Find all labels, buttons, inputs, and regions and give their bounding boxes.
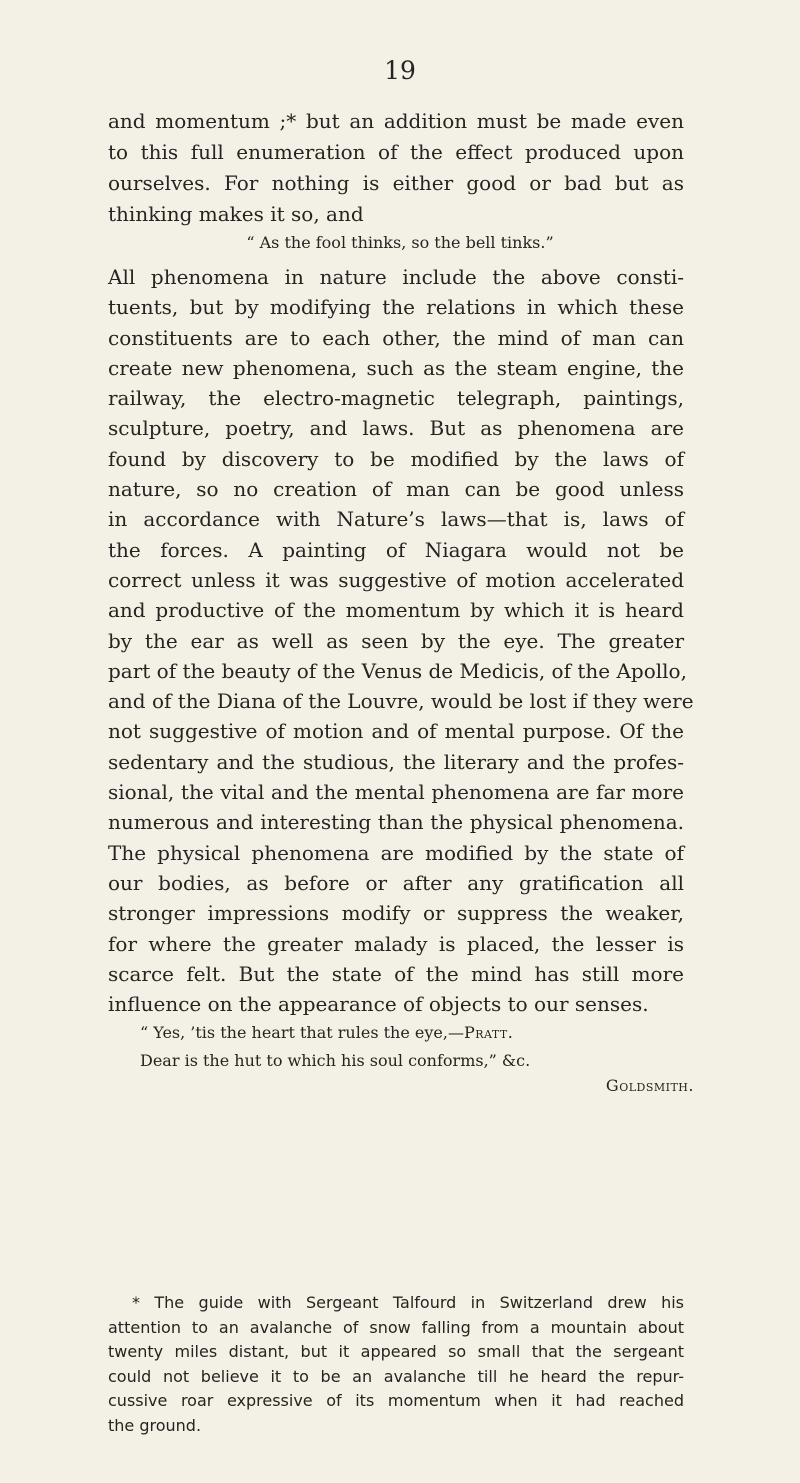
text-line: ourselves. For nothing is either good or bad but as [108,171,684,195]
footnote [108,1291,684,1439]
text-line: numerous and interesting than the physical phenomena. [108,810,684,835]
quotation-line: Dear is the hut to which his soul conforms,” &c. [140,1051,531,1070]
text-line: nature, so no creation of man can be good unless [108,477,684,502]
quotation-text: “ Yes, ’tis the heart that rules the eye,— [140,1023,464,1042]
text-line: part of the beauty of the Venus de Medicis, of the Apollo, [108,658,687,683]
text-line: not suggestive of motion and of mental purpose. Of the [108,719,684,744]
verse-quote: “ As the fool thinks, so the bell tinks.” [246,233,554,252]
footnote-line: attention to an avalanche of snow falling from a mountain about [108,1317,684,1337]
text-line: sedentary and the studious, the literary and the profes- [108,749,684,774]
text-line: and of the Diana of the Louvre, would be lost if they were [108,689,694,714]
footnote-line: twenty miles distant, but it appeared so small that the sergeant [108,1342,684,1362]
text-line: scarce felt. But the state of the mind has still more [108,961,684,986]
text-line: sional, the vital and the mental phenomena are far more [108,780,684,805]
text-line: sculpture, poetry, and laws. But as phenomena are [108,416,684,441]
text-line: in accordance with Nature’s laws—that is, laws of [108,507,684,532]
opening-paragraph [108,106,684,230]
main-paragraph [108,262,694,1019]
text-line: constituents are to each other, the mind of man can [108,325,684,350]
text-line: stronger impressions modify or suppress the weaker, [108,901,684,926]
text-line: railway, the electro-magnetic telegraph, paintings, [108,386,684,411]
text-line: and momentum ;* but an addition must be made even [108,109,684,133]
footnote-line: the ground. [108,1415,202,1435]
text-line: tuents, but by modifying the relations in which these [108,295,684,320]
text-line: our bodies, as before or after any gratification all [108,870,684,895]
text-line: and productive of the momentum by which it is heard [108,598,684,623]
text-line: correct unless it was suggestive of motion accelerated [108,567,684,592]
page-number: 19 [384,56,416,85]
text-line: to this full enumeration of the effect produced upon [108,140,684,164]
text-line: The physical phenomena are modified by the state of [108,840,684,865]
quotation-author: Goldsmith. [605,1076,694,1095]
text-line: for where the greater malady is placed, the lesser is [108,931,684,956]
text-line: create new phenomena, such as the steam engine, the [108,355,684,380]
footnote-line: cussive roar expressive of its momentum when it had reached [108,1391,684,1411]
text-line: the forces. A painting of Niagara would not be [108,537,684,562]
text-line: All phenomena in nature include the above consti- [108,265,684,289]
text-line: by the ear as well as seen by the eye. The greater [108,628,684,653]
footnote-line: could not believe it to be an avalanche till he heard the repur- [108,1366,684,1386]
quotation-author: Pratt. [463,1023,514,1042]
text-line: thinking makes it so, and [108,202,364,226]
quotation-line [140,1019,700,1046]
quotation [140,1019,700,1099]
footnote-line: * The guide with Sergeant Talfourd in Switzerland drew his [132,1293,684,1312]
text-line: influence on the appearance of objects to our senses. [108,992,649,1017]
text-line: found by discovery to be modified by the laws of [108,446,684,471]
